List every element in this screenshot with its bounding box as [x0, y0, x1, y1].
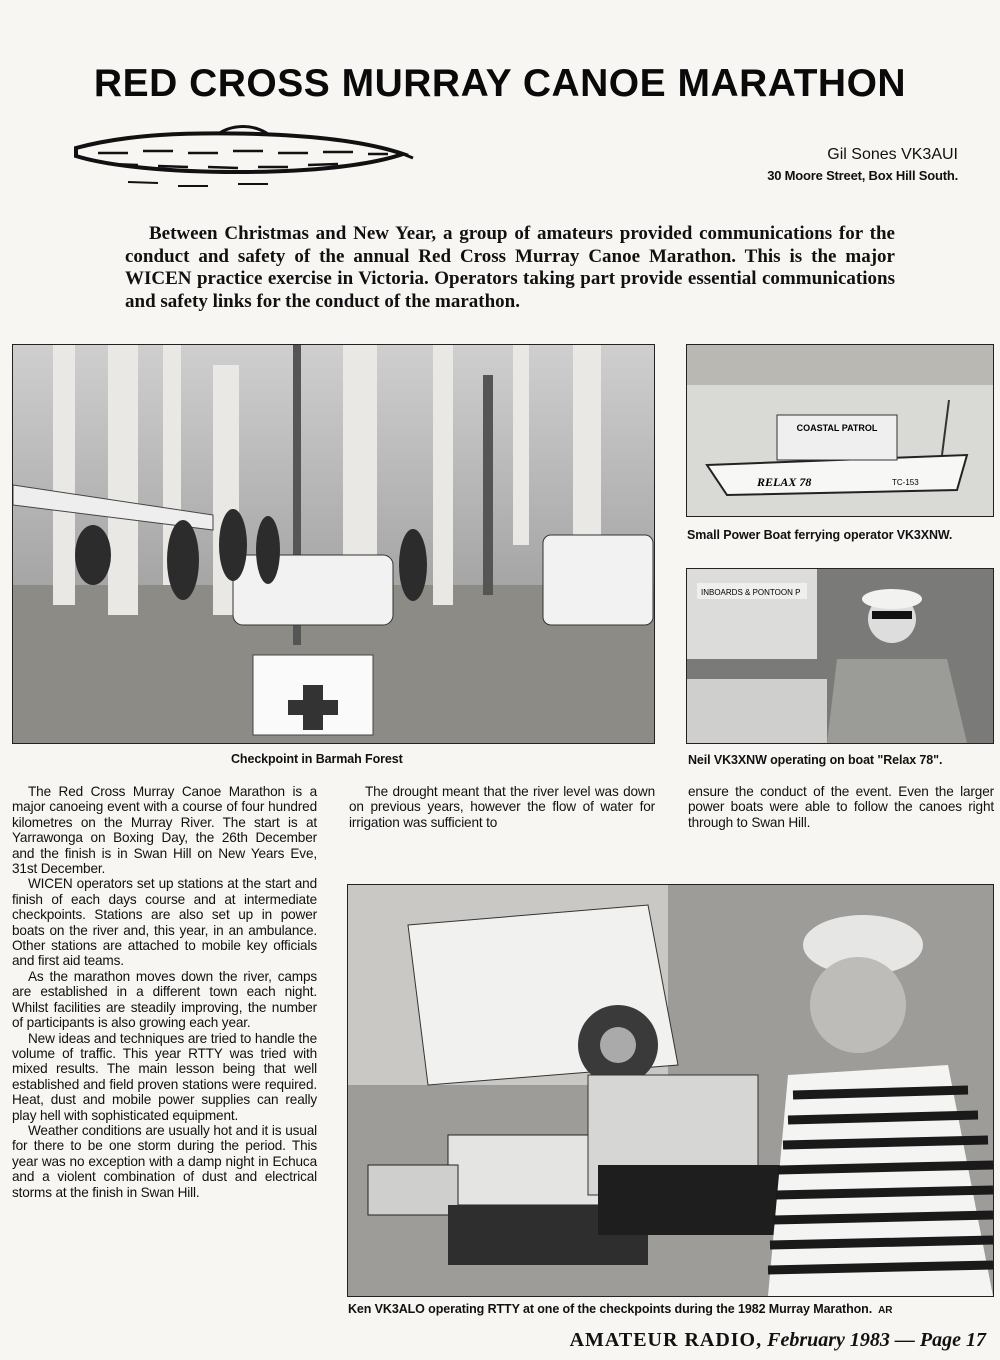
- operator-sign: INBOARDS & PONTOON P: [701, 588, 801, 597]
- col2-paragraph: The drought meant that the river level was down on previous years, however the flow of water for irrigation was sufficient to: [349, 784, 655, 830]
- col1-paragraph: WICEN operators set up stations at the start and finish of each days course and at intermediate checkpoints. Stations are also set up in power boats on the river and, this year, in an ambulance. Other stations are attached to mobile key officials and first aid teams.: [12, 876, 317, 969]
- col3-paragraph: ensure the conduct of the event. Even the larger power boats were able to follow the canoes right through to Swan Hill.: [688, 784, 994, 830]
- canoe-illustration: [68, 120, 418, 200]
- boat-sign: COASTAL PATROL: [796, 423, 878, 433]
- boat-name: RELAX 78: [757, 475, 812, 489]
- page-footer: [570, 1329, 986, 1352]
- body-column-3: [688, 784, 994, 830]
- end-mark: AR: [878, 1305, 893, 1316]
- author-block: [767, 146, 958, 183]
- col1-paragraph: The Red Cross Murray Canoe Marathon is a major canoeing event with a course of four hundred kilometres on the Murray River. The start is at Yarrawonga on Boxing Day, the 26th December and the finish is in Swan Hill on New Years Eve, 31st December.: [12, 784, 317, 877]
- col1-paragraph: New ideas and techniques are tried to handle the volume of traffic. This year RTTY was tried with mixed results. The main lesson being that well established and field proven stations were required. Heat, dust and mobile power supplies can really play hell with sophisticated equipment.: [12, 1030, 317, 1123]
- power-boat-photo: [686, 344, 994, 517]
- article-title: RED CROSS MURRAY CANOE MARATHON: [93, 62, 907, 105]
- forest-checkpoint-photo: [12, 344, 655, 744]
- forest-photo-caption: Checkpoint in Barmah Forest: [231, 752, 403, 766]
- rtty-photo-caption: [348, 1302, 892, 1316]
- boat-reg: TC-153: [892, 478, 919, 487]
- boat-operator-caption: Neil VK3XNW operating on boat "Relax 78".: [688, 753, 943, 767]
- body-column-2: [349, 784, 655, 830]
- body-column-1: [12, 784, 317, 1200]
- author-name: Gil Sones VK3AUI: [827, 146, 958, 163]
- rtty-caption-text: Ken VK3ALO operating RTTY at one of the checkpoints during the 1982 Murray Marathon.: [348, 1302, 873, 1316]
- footer-issue: February 1983 — Page 17: [767, 1329, 986, 1351]
- col1-paragraph: Weather conditions are usually hot and it is usual for there to be one storm during the period. This year was no exception with a damp night in Echuca and a violent combination of dust and electrical storms at the finish in Swan Hill.: [12, 1122, 317, 1200]
- author-address: 30 Moore Street, Box Hill South.: [767, 168, 958, 183]
- footer-magazine: AMATEUR RADIO,: [569, 1329, 763, 1351]
- intro-paragraph: Between Christmas and New Year, a group of amateurs provided communications for the conduct and safety of the annual Red Cross Murray Canoe Marathon. This is the major WICEN practice exercise in Victoria. Operators taking part provide essential communications and safety links for the conduct of the marathon.: [125, 223, 895, 312]
- col1-paragraph: As the marathon moves down the river, camps are established in a different town each night. Whilst facilities are steadily improving, the number of participants is also growing each year.: [12, 968, 317, 1031]
- power-boat-caption: Small Power Boat ferrying operator VK3XNW.: [687, 528, 953, 542]
- boat-operator-photo: [686, 568, 994, 744]
- rtty-operator-photo: [347, 884, 994, 1297]
